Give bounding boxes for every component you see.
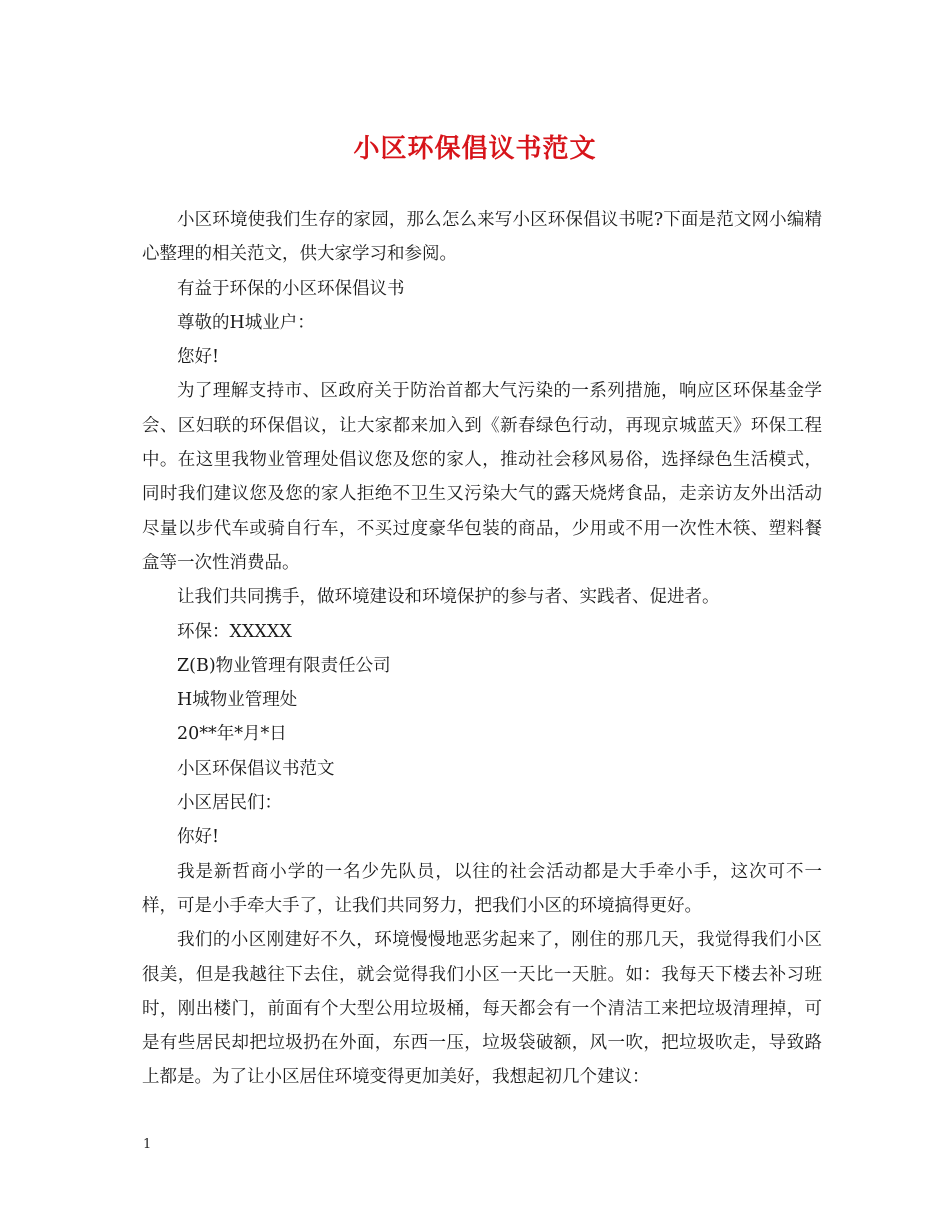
paragraph: H城物业管理处: [177, 690, 298, 711]
page-number: 1: [143, 1137, 152, 1152]
paragraph: 让我们共同携手，做环境建设和环境保护的参与者、实践者、促进者。: [177, 587, 720, 608]
paragraph: 小区环保倡议书范文: [177, 758, 335, 779]
paragraph: 20**年*月*日: [177, 724, 287, 745]
paragraph: 有益于环保的小区环保倡议书: [177, 278, 405, 299]
document-title: 小区环保倡议书范文: [353, 134, 597, 164]
paragraph: 你好!: [177, 827, 220, 848]
paragraph: 小区环境使我们生存的家园，那么怎么来写小区环保倡议书呢?下面是范文网小编精心整理的相关范文，供大家学习和参阅。: [142, 210, 822, 265]
paragraph: 尊敬的H城业户：: [177, 312, 315, 333]
paragraph: 我是新哲商小学的一名少先队员，以往的社会活动都是大手牵小手，这次可不一样，可是小手牵大手了，让我们共同努力，把我们小区的环境搞得更好。: [142, 861, 822, 916]
paragraph: 小区居民们：: [177, 793, 282, 814]
paragraph: 环保：XXXXX: [177, 621, 292, 642]
paragraph: Z(B)物业管理有限责任公司: [177, 655, 391, 676]
paragraph: 您好!: [177, 347, 220, 368]
paragraph: 为了理解支持市、区政府关于防治首都大气污染的一系列措施，响应区环保基金学会、区妇联的环保倡议，让大家都来加入到《新春绿色行动，再现京城蓝天》环保工程中。在这里我物业管理处倡议您及您的家人，推动社会移风易俗，选择绿色生活模式，同时我们建议您及您的家人拒绝不卫生又污染大气的露天烧烤食品，走亲访友外出活动尽量以步代车或骑自行车，不买过度豪华包装的商品，少用或不用一次性木筷、塑料餐盒等一次性消费品。: [142, 381, 822, 573]
document-body: [142, 203, 822, 1095]
paragraph: 我们的小区刚建好不久，环境慢慢地恶劣起来了，刚住的那几天，我觉得我们小区很美，但是我越往下去住，就会觉得我们小区一天比一天脏。如：我每天下楼去补习班时，刚出楼门，前面有个大型公用垃圾桶，每天都会有一个清洁工来把垃圾清理掉，可是有些居民却把垃圾扔在外面，东西一压，垃圾袋破额，风一吹，把垃圾吹走，导致路上都是。为了让小区居住环境变得更加美好，我想起初几个建议：: [142, 930, 822, 1088]
